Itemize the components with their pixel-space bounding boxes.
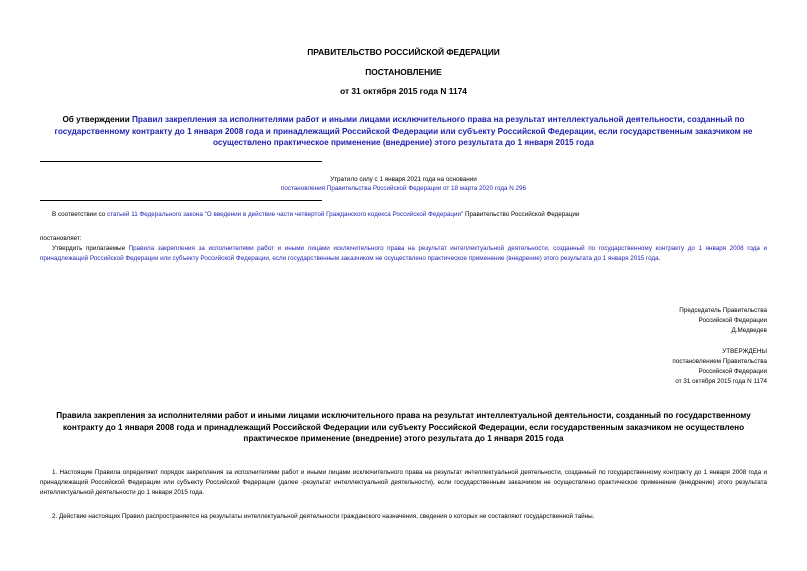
approve-rules-link[interactable]: Правила закрепления за исполнителями работ и иными лицами исключительного права на результат интеллектуальной деятельности, созданный по государственному контракту до 1 января 2008 года и принадлежащий Российской Федерации или субъекту Российской Федерации, если государственным заказчиком не осуществлено практическое применение (внедрение) этого результата до 1 января 2015 года [40,245,768,262]
rules-title: Правила закрепления за исполнителями работ и иными лицами исключительного права на результат интеллектуальной деятельности, созданный по государственному контракту до 1 января 2008 года и принадлежащий Российской Федерации или субъекту Российской Федерации, если государственным заказчиком не осуществлено практическое применение (внедрение) этого результата до 1 января 2015 года [56,411,751,443]
government-heading: ПРАВИТЕЛЬСТВО РОССИЙСКОЙ ФЕДЕРАЦИИ [307,47,500,57]
document-date-number: от 31 октября 2015 года N 1174 [340,86,467,96]
divider [40,161,322,162]
preamble-paragraph [40,210,767,220]
approved-country: Российской Федерации [698,368,767,375]
approved-date: от 31 октября 2015 года N 1174 [675,378,767,385]
approved-by: постановлением Правительства [672,358,767,365]
signature-name: Д.Медведев [731,327,767,334]
document-title [40,114,767,149]
status-decree-link[interactable]: постановления Правительства Российской Федерации от 18 марта 2020 года N 296 [280,185,527,192]
preamble-suffix: Правительство Российской Федерации [463,211,580,218]
divider [40,200,322,201]
decides-text: постановляет: [40,235,82,242]
approve-suffix: . [658,255,661,262]
document-type: ПОСТАНОВЛЕНИЕ [365,67,442,77]
title-rules-link[interactable]: Правил закрепления за исполнителями работ и иными лицами исключительного права на результат интеллектуальной деятельности, созданный по государственному контракту до 1 января 2008 года и принадлежащий Российской Федерации или субъекту Российской Федерации, если государственным заказчиком не осуществлено практическое применение (внедрение) этого результата до 1 января 2015 года [54,115,753,147]
rules-paragraph-1: 1. Настоящие Правила определяют порядок закрепления за исполнителями работ и иными лицами исключительного права на результат интеллектуальной деятельности, созданный по государственному контракту до 1 января 2008 года и принадлежащий Российской Федерации или субъекту Российской Федерации (далее -результат интеллектуальной деятельности), если государственным заказчиком не осуществлено практическое применение (внедрение) этого результата интеллектуальной деятельности до 1 января 2015 года. [40,469,767,496]
title-prefix: Об утверждении [62,115,133,124]
status-line: Утратило силу с 1 января 2021 года на основании [330,176,477,183]
approve-prefix: Утвердить прилагаемые [52,245,129,252]
approved-label: УТВЕРЖДЕНЫ [722,348,767,355]
approved-block [672,347,767,387]
signature-position: Председатель Правительства [679,307,767,314]
signature-block [679,306,767,336]
approve-paragraph [40,244,767,264]
preamble-prefix: В соответствии со [52,211,107,218]
status-note [40,175,767,193]
rules-paragraph-2: 2. Действие настоящих Правил распространяется на результаты интеллектуальной деятельности гражданского назначения, сведения о которых не составляют государственной тайны. [52,513,595,520]
signature-country: Российской Федерации [698,317,767,324]
preamble-law-link[interactable]: статьей 11 Федерального закона "О введении в действие части четвертой Гражданского кодекса Российской Федерации" [106,211,464,218]
